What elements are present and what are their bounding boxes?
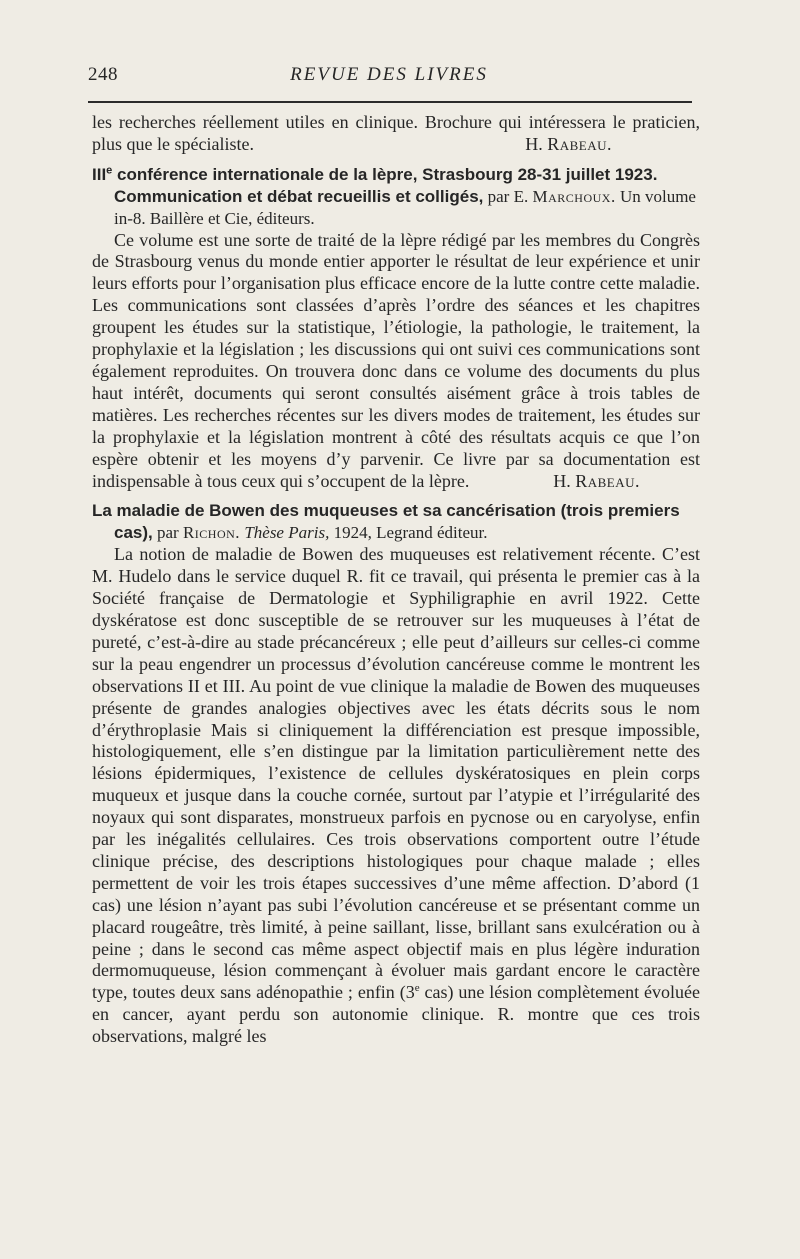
review-title-bowen: La maladie de Bowen des muqueuses et sa cancérisation (trois premiers cas), par Richon. Thèse Paris, 1924, Legrand éditeur. xyxy=(92,501,680,543)
review-paragraph-lepre: Ce volume est une sorte de traité de la lèpre rédigé par les membres du Congrès de Strasbourg venus du monde entier apporter le résultat de leur expérience et unir leurs efforts pour l’organisation plus efficace encore de la lutte contre cette maladie. Les communications sont classées d’après l’ordre des séances et les chapitres groupent les études sur la statistique, l’étiologie, la pathologie, le traitement, la prophylaxie et la législation ; les discussions qui ont suivi ces communications sont également reproduites. On trouvera donc dans ce volume des documents du plus haut intérêt, documents qui seront consultés aisément grâce à trois tables de matières. Les recherches récentes sur les divers modes de traitement, les études sur la prophylaxie et la législation montrent à côté des résultats acquis ce que l’on espère obtenir et les moyens d’y parvenir. Ce livre par sa documentation est indispensable à tous ceux qui s’occupent de la lèpre. H. Rabeau. xyxy=(92,229,700,491)
signature: H. Rabeau. xyxy=(525,133,612,154)
review-author: Marchoux. xyxy=(532,186,616,206)
signature: H. Rabeau. xyxy=(553,470,640,491)
review-paragraph-bowen: La notion de maladie de Bowen des muqueuses est relativement récente. C’est M. Hudelo dans le service duquel R. fit ce travail, qui présenta le premier cas à la Société française de Dermatologie et Syphiligraphie en avril 1922. Cette dyskératose est donc susceptible de se retrouver sur les muqueuses à l’état de pureté, c’est-à-dire au stade précancéreux ; elle peut d’ailleurs sur celles-ci comme sur la peau engendrer un processus d’évolution cancéreuse comme le montrent les observations II et III. Au point de vue clinique la maladie de Bowen des muqueuses présente de grandes analogies objectives avec les états décrits sous le nom d’érythroplasie Mais si cliniquement la différenciation est presque impossible, histologiquement, elle s’en distingue par la limitation particulièrement nette des lésions épidermiques, l’existence de cellules dyskératosiques en plein corps muqueux et jusque dans la couche cornée, surtout par l’atypie et l’irrégularité des noyaux qui sont disparates, monstrueux parfois en pycnose ou en caryolyse, enfin par les inégalités cellulaires. Ces trois observations comportent outre l’étude clinique précise, des descriptions histologiques pour chaque malade ; elles permettent de voir les trois étapes successives d’une même affection. D’abord (1 cas) une lésion n’ayant pas subi l’évolution cancéreuse et se présentant comme un placard rougeâtre, très limité, à peine saillant, lisse, brillant sans exulcération ou à peine ; dans le second cas même aspect objectif mais en plus légère induration dermomuqueuse, lésion commençant à évoluer mais gardant encore le caractère type, toutes deux sans adénopathie ; enfin (3e cas) une lésion complètement évoluée en cancer, ayant perdu son autonomie clinique. R. montre que ces trois observations, malgré les xyxy=(92,544,700,1047)
page-header xyxy=(88,64,690,88)
header-rule xyxy=(88,101,692,103)
page-body xyxy=(92,112,700,1048)
review-title-lepre: IIIe conférence internationale de la lèpre, Strasbourg 28-31 juillet 1923. Communication et débat recueillis et colligés, par E. Marchoux. Un volume in-8. Baillère et Cie, éditeurs. xyxy=(92,164,696,228)
continued-paragraph-text: les recherches réellement utiles en clinique. Brochure qui intéressera le praticien, plus que le spécialiste. xyxy=(92,112,700,154)
running-title: REVUE DES LIVRES xyxy=(290,64,488,85)
review-author: Richon. xyxy=(182,523,241,543)
page-number: 248 xyxy=(88,64,118,85)
continued-paragraph xyxy=(92,112,700,156)
